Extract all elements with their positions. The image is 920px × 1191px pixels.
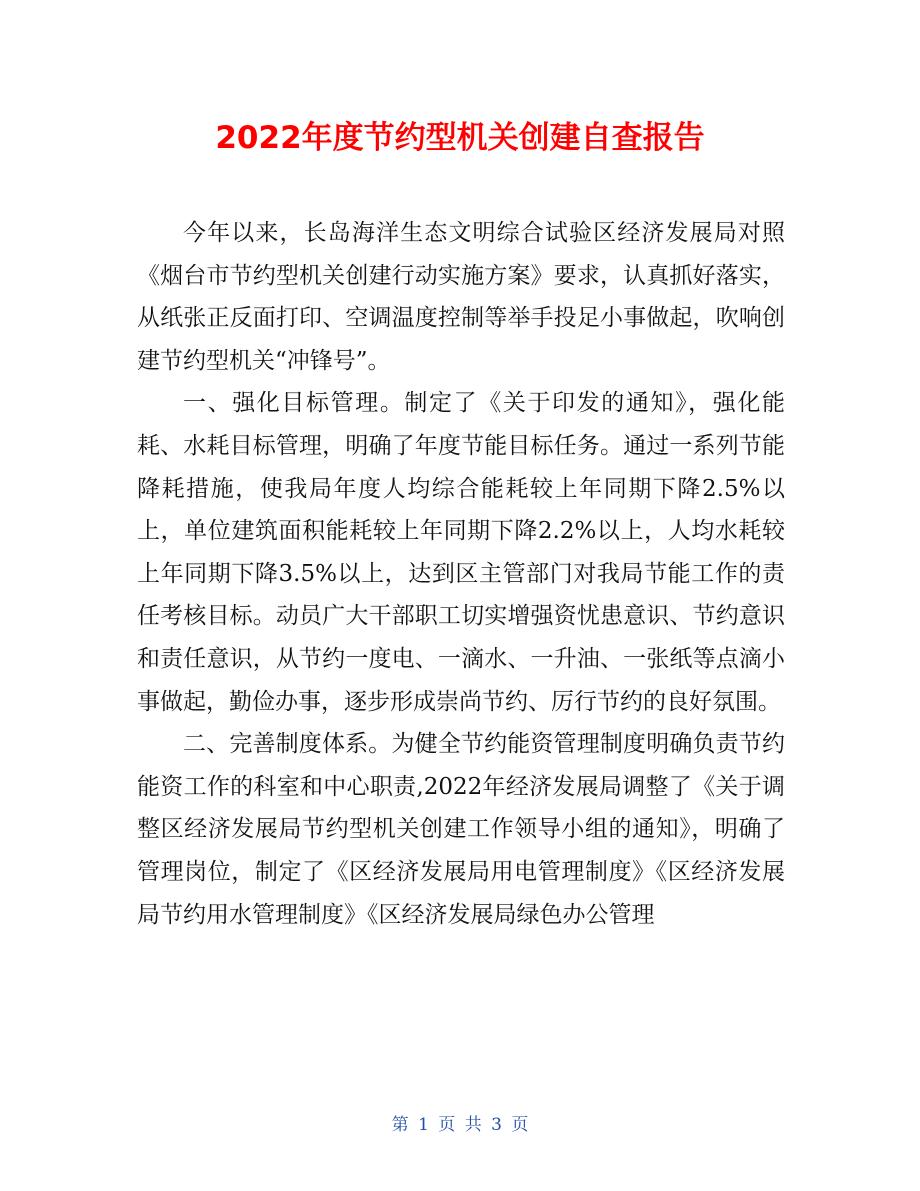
paragraph-system-improvement: 二、完善制度体系。为健全节约能资管理制度明确负责节约能资工作的科室和中心职责,2022年经济发展局调整了《关于调整区经济发展局节约型机关创建工作领导小组的通知》，明确了管理岗位，制定了《区经济发展局用电管理制度》《区经济发展局节约用水管理制度》《区经济发展局绿色办公管理 [137, 731, 785, 928]
paragraph-target-management: 一、强化目标管理。制定了《关于印发的通知》，强化能耗、水耗目标管理，明确了年度节能目标任务。通过一系列节能降耗措施，使我局年度人均综合能耗较上年同期下降2.5%以上，单位建筑面积能耗较上年同期下降2.2%以上，人均水耗较上年同期下降3.5%以上，达到区主管部门对我局节能工作的责任考核目标。动员广大干部职工切实增强资忧患意识、节约意识和责任意识，从节约一度电、一滴水、一升油、一张纸等点滴小事做起，勤俭办事，逐步形成崇尚节约、厉行节约的良好氛围。 [137, 390, 785, 715]
document-title: 2022年度节约型机关创建自查报告 [215, 120, 705, 156]
document-body [137, 212, 785, 936]
page-number-footer: 第 1 页 共 3 页 [391, 1115, 529, 1135]
paragraph-intro: 今年以来，长岛海洋生态文明综合试验区经济发展局对照《烟台市节约型机关创建行动实施方案》要求，认真抓好落实，从纸张正反面打印、空调温度控制等举手投足小事做起，吹响创建节约型机关“冲锋号”。 [137, 220, 785, 374]
